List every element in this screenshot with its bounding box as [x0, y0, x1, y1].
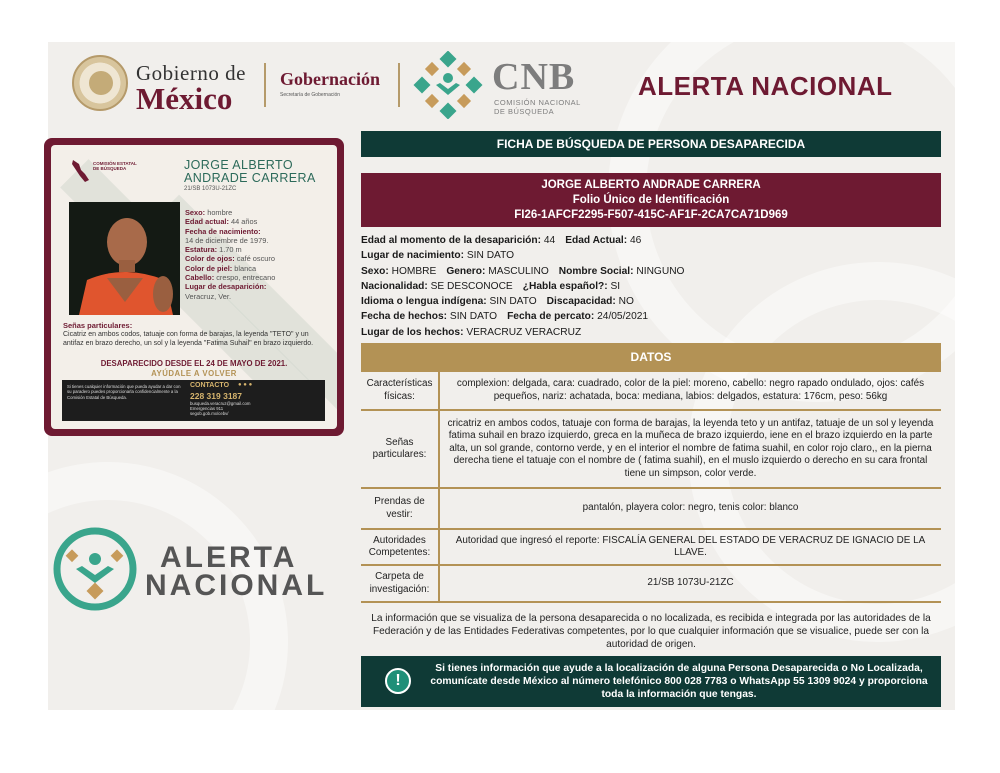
gobernacion-subtext: Secretaría de Gobernación: [280, 92, 341, 98]
info-label: Edad Actual:: [565, 235, 628, 246]
person-name: JORGE ALBERTO ANDRADE CARRERA: [541, 179, 761, 191]
info-label: ¿Habla español?:: [522, 280, 608, 292]
poster-field: [185, 273, 335, 282]
logo-alerta-text: ALERTA: [160, 541, 298, 574]
poster-footer-text: Si tienes cualquier información que pueda ayudar a dar con su paradero puedes proporcionarla confidencialmente a la Comisión Estatal de Búsqueda.: [67, 384, 181, 400]
poster-field-value: 14 de diciembre de 1979.: [185, 235, 269, 245]
ficha-title-bar: FICHA DE BÚSQUEDA DE PERSONA DESAPARECIDA: [361, 131, 941, 157]
info-label: Idioma o lengua indígena:: [361, 296, 487, 308]
info-value: NINGUNO: [636, 265, 685, 277]
poster-field-value: 44 años: [231, 217, 258, 227]
datos-value: pantalón, playera color: negro, tenis color: blanco: [439, 488, 941, 529]
info-row: [361, 294, 941, 309]
poster-field-label: Sexo:: [185, 208, 206, 217]
datos-value: cricatriz en ambos codos, tatuaje con forma de barajas, la leyenda teto y un antifaz, tatuaje de un sol y leyenda fatima suhail en brazo izquierdo, greca en la muñeca de brazo izquierdo, iene en el brazo izquierdo en la parte alta, un sol grande, contorno verde, y en el interior el nombre de fatima suahil, en color rojo claro,, en la pierna derecha tiene el tatuaje con el nombre de ( fatima suahil), en el muslo izquierdo o derecho en su cara frontal tiene un simpson, color verde.: [439, 410, 941, 488]
divider: [398, 63, 400, 107]
poster-field-value: Veracruz, Ver.: [185, 291, 232, 301]
mexico-seal-icon: [72, 55, 128, 111]
info-row: [361, 279, 941, 294]
datos-table: [361, 372, 941, 603]
poster-field: [185, 282, 335, 301]
poster-name-line2: ANDRADE CARRERA: [184, 171, 316, 185]
cnb-subtitle-line1: COMISIÓN NACIONAL: [494, 98, 581, 107]
poster-field: [185, 254, 335, 263]
datos-row: [361, 529, 941, 565]
info-row: [361, 264, 941, 279]
info-label: Sexo:: [361, 265, 389, 277]
poster-fields: [185, 208, 335, 301]
disclaimer: La información que se visualiza de la persona desaparecida o no localizada, es recibida e integrada por las autoridades de la Federación y de las Entidades Federativas competentes, por lo que cualquier información que se visualice, puede ser con la autoridad de origen.: [371, 613, 931, 650]
info-row: [361, 309, 941, 324]
poster-ayudale: AYÚDALE A VOLVER: [151, 369, 237, 378]
datos-row: [361, 565, 941, 602]
datos-label: Características físicas:: [361, 372, 439, 410]
info-value: HOMBRE: [391, 265, 437, 277]
info-label: Lugar de los hechos:: [361, 326, 464, 338]
poster-field-label: Fecha de nacimiento:: [185, 226, 261, 236]
poster-field-value: blanca: [234, 263, 257, 273]
datos-label: Autoridades Competentes:: [361, 529, 439, 565]
poster-field-value: crespo, entrecano: [216, 273, 276, 283]
logo-nacional-text: NACIONAL: [145, 569, 328, 602]
info-label: Lugar de nacimiento:: [361, 250, 465, 262]
info-value: MASCULINO: [488, 265, 549, 277]
poster-field-label: Cabello:: [185, 273, 215, 283]
poster-field: [185, 245, 335, 254]
info-label: Discapacidad:: [546, 296, 616, 308]
info-value: NO: [618, 296, 634, 308]
info-value: SIN DATO: [449, 311, 498, 323]
poster-field: [185, 227, 335, 246]
info-label: Fecha de hechos:: [361, 311, 448, 323]
poster-senas: Cicatriz en ambos codos, tatuaje con forma de barajas, la leyenda "TETO" y un antifaz en brazo derecho, un sol y la leyenda "Fatima Suhail" en brazo izquierdo.: [63, 331, 314, 347]
info-value: 46: [629, 235, 642, 246]
poster-field: [185, 208, 335, 217]
cnb-subtitle-line2: DE BÚSQUEDA: [494, 107, 555, 116]
info-label: Fecha de percato:: [507, 311, 595, 323]
datos-header: DATOS: [361, 343, 941, 372]
poster-field-label: Color de ojos:: [185, 254, 235, 264]
info-value: VERACRUZ VERACRUZ: [466, 326, 582, 338]
datos-label: Prendas de vestir:: [361, 488, 439, 529]
person-photo: [69, 202, 180, 315]
alerta-nacional-title: ALERTA NACIONAL: [638, 71, 893, 101]
person-info: [361, 233, 941, 340]
datos-row: [361, 372, 941, 410]
datos-value: complexion: delgada, cara: cuadrado, color de la piel: moreno, cabello: negro rapado ondulado, ojos: cafés pequeños, nariz: achatada, boca: mediana, labios: delgados, estatura: 176cm, peso: 56kg: [439, 372, 941, 410]
gobierno-line2: México: [136, 81, 233, 116]
info-value: SIN DATO: [466, 250, 515, 262]
folio-value: FI26-1AFCF2295-F507-415C-AF1F-2CA7CA71D969: [514, 209, 788, 221]
divider: [264, 63, 266, 107]
info-row: [361, 325, 941, 340]
folio-label: Folio Único de Identificación: [572, 194, 730, 206]
poster-field: [185, 217, 335, 226]
contact-text: Si tienes información que ayude a la localización de alguna Persona Desaparecida o No Localizada, comunícate desde México al número telefónico 800 028 7783 o WhatsApp 55 1309 9024 y proporciona toda la información que tengas.: [430, 663, 928, 700]
poster-field-label: Color de piel:: [185, 263, 233, 273]
poster-phone: 228 319 3187: [190, 391, 242, 401]
info-value: SE DESCONOCE: [430, 280, 513, 292]
poster-field-value: 1.70 m: [219, 245, 242, 255]
cnb-logo-text: CNB: [492, 56, 576, 98]
datos-value: Autoridad que ingresó el reporte: FISCALÍA GENERAL DEL ESTADO DE VERACRUZ DE IGNACIO DE LA LLAVE.: [439, 529, 941, 565]
social-icons: ● ● ●: [238, 382, 253, 388]
poster-folio: 21/SB 1073U-21ZC: [184, 186, 237, 192]
info-value: SIN DATO: [489, 296, 537, 308]
info-label: Edad al momento de la desaparición:: [361, 235, 542, 246]
veracruz-map-icon: [69, 158, 91, 184]
info-label: Genero:: [446, 265, 486, 277]
poster-field-label: Lugar de desaparición:: [185, 282, 267, 292]
alerta-nacional-logo-icon: [52, 527, 138, 611]
datos-label: Carpeta de investigación:: [361, 565, 439, 602]
poster-field-value: hombre: [207, 208, 233, 217]
gobernacion-logo-text: Gobernación: [280, 69, 381, 89]
datos-row: [361, 488, 941, 529]
poster-body: [51, 145, 337, 429]
info-label: Nacionalidad:: [361, 280, 428, 292]
poster-contacto-label: CONTACTO: [190, 382, 230, 389]
poster-field-label: Estatura:: [185, 245, 218, 255]
info-value: 24/05/2021: [597, 311, 649, 323]
poster-contact-small: busqueda.veracruz@gmail.com Emergencias 911 segob.gob.mx/cebv/: [190, 401, 251, 416]
cnb-logo-icon: [412, 51, 484, 119]
poster-agency: COMISIÓN ESTATAL DE BÚSQUEDA: [93, 161, 137, 171]
header: [72, 55, 952, 115]
gobierno-line1: Gobierno de: [136, 61, 246, 85]
info-value: SI: [610, 280, 621, 292]
poster-name: [184, 159, 316, 185]
info-value: 44: [543, 235, 556, 246]
info-row: [361, 233, 941, 248]
datos-value: 21/SB 1073U-21ZC: [439, 565, 941, 602]
poster-field-label: Edad actual:: [185, 217, 229, 227]
datos-label: Señas particulares:: [361, 410, 439, 488]
poster-name-line1: JORGE ALBERTO: [184, 158, 293, 172]
poster-senas-title: Señas particulares:: [63, 321, 133, 330]
poster-desaparecido-since: DESAPARECIDO DESDE EL 24 DE MAYO DE 2021.: [100, 359, 288, 368]
poster-footer: [62, 380, 325, 421]
alert-icon: !: [385, 668, 411, 694]
person-header: [361, 173, 941, 227]
missing-person-poster: [44, 138, 344, 436]
contact-bar: [361, 656, 941, 707]
poster-field-value: café oscuro: [236, 254, 275, 264]
datos-row: [361, 410, 941, 488]
info-label: Nombre Social:: [558, 265, 634, 277]
info-row: [361, 248, 941, 263]
poster-field: [185, 264, 335, 273]
